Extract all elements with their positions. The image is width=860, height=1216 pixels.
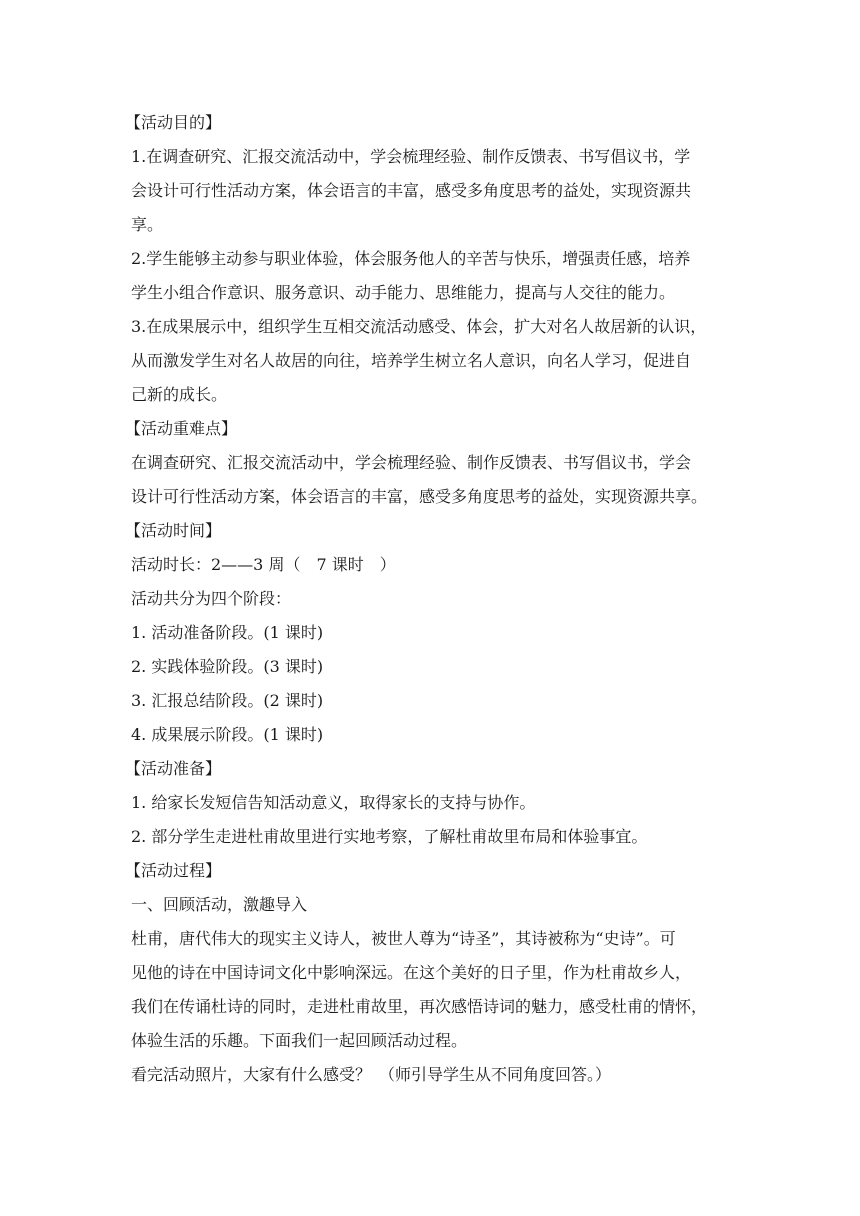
section-heading-purpose: 【活动目的】 xyxy=(125,113,222,132)
stage-item: 3. 汇报总结阶段。(2 课时) xyxy=(131,691,324,710)
section-heading-process: 【活动过程】 xyxy=(125,861,222,880)
purpose-item-1-line-1: 1.在调查研究、汇报交流活动中，学会梳理经验、制作反馈表、书写倡议书，学 xyxy=(131,147,691,166)
process-paragraph-line-4: 体验生活的乐趣。下面我们一起回顾活动过程。 xyxy=(131,1031,468,1050)
process-paragraph-line-3: 我们在传诵杜诗的同时，走进杜甫故里，再次感悟诗词的魅力，感受杜甫的情怀， xyxy=(131,997,708,1016)
difficulty-line-1: 在调查研究、汇报交流活动中，学会梳理经验、制作反馈表、书写倡议书，学会 xyxy=(131,453,692,472)
purpose-item-2-line-2: 学生小组合作意识、服务意识、动手能力、思维能力，提高与人交往的能力。 xyxy=(131,283,676,302)
time-intro: 活动共分为四个阶段： xyxy=(131,589,292,608)
section-heading-time: 【活动时间】 xyxy=(125,521,222,540)
time-duration: 活动时长：2——3 周（ 7 课时 ） xyxy=(131,555,396,574)
prep-item: 1. 给家长发短信告知活动意义，取得家长的支持与协作。 xyxy=(131,793,536,812)
process-subheading: 一、回顾活动，激趣导入 xyxy=(131,895,308,914)
prep-item: 2. 部分学生走进杜甫故里进行实地考察，了解杜甫故里布局和体验事宜。 xyxy=(131,827,648,846)
purpose-item-3-line-2: 从而激发学生对名人故居的向往，培养学生树立名人意识，向名人学习，促进自 xyxy=(131,351,692,370)
purpose-item-2-line-1: 2.学生能够主动参与职业体验，体会服务他人的辛苦与快乐，增强责任感，培养 xyxy=(131,249,691,268)
stage-item: 2. 实践体验阶段。(3 课时) xyxy=(131,657,324,676)
purpose-item-1-line-3: 享。 xyxy=(131,215,164,234)
difficulty-line-2: 设计可行性活动方案，体会语言的丰富，感受多角度思考的益处，实现资源共享。 xyxy=(131,487,708,506)
process-paragraph-line-2: 见他的诗在中国诗词文化中影响深远。在这个美好的日子里，作为杜甫故乡人， xyxy=(131,963,692,982)
purpose-item-3-line-3: 己新的成长。 xyxy=(131,385,228,404)
document-body xyxy=(125,106,731,1092)
process-question: 看完活动照片，大家有什么感受？ （师引导学生从不同角度回答。） xyxy=(131,1065,612,1084)
stage-item: 1. 活动准备阶段。(1 课时) xyxy=(131,623,324,642)
section-heading-preparation: 【活动准备】 xyxy=(125,759,222,778)
process-paragraph-line-1: 杜甫，唐代伟大的现实主义诗人，被世人尊为“诗圣”，其诗被称为“史诗”。可 xyxy=(131,929,676,948)
stage-item: 4. 成果展示阶段。(1 课时) xyxy=(131,725,324,744)
purpose-item-1-line-2: 会设计可行性活动方案，体会语言的丰富，感受多角度思考的益处，实现资源共 xyxy=(131,181,692,200)
purpose-item-3-line-1: 3.在成果展示中，组织学生互相交流活动感受、体会，扩大对名人故居新的认识， xyxy=(131,317,707,336)
section-heading-difficulty: 【活动重难点】 xyxy=(125,419,238,438)
